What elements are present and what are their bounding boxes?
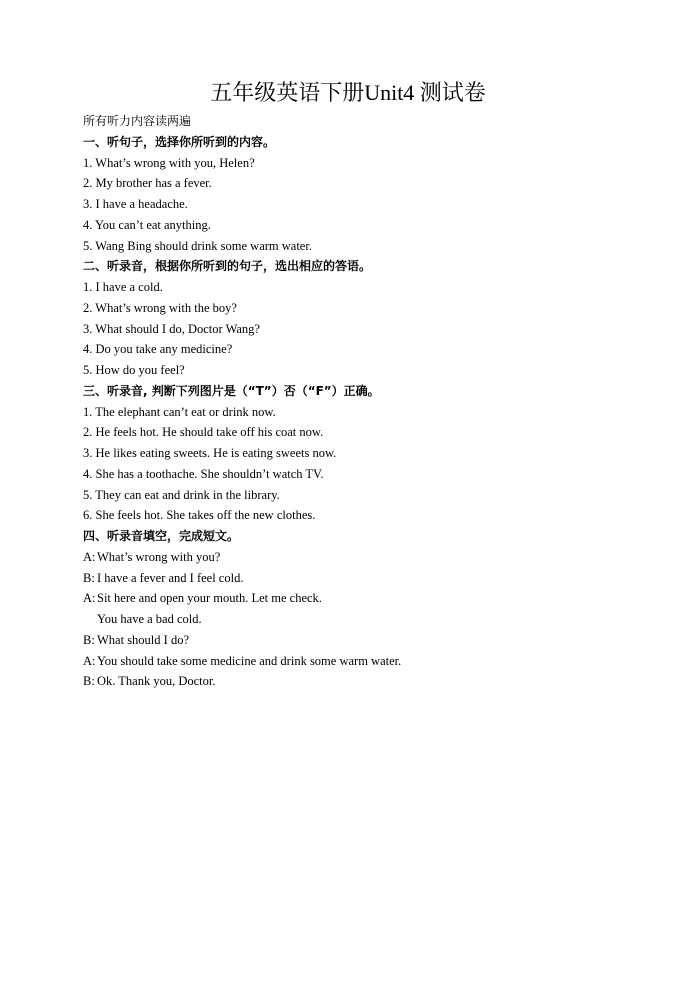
section-heading: 二、听录音，根据你所听到的句子，选出相应的答语。 xyxy=(83,259,372,274)
dialog-speaker: A: xyxy=(83,653,96,668)
question-item: 6. She feels hot. She takes off the new clothes. xyxy=(83,508,316,523)
question-item: 1. What’s wrong with you, Helen? xyxy=(83,155,255,170)
section-2 xyxy=(83,256,673,381)
question-item: 5. Wang Bing should drink some warm water. xyxy=(83,238,312,253)
dialog-text: Sit here and open your mouth. Let me check. xyxy=(97,591,322,606)
dialog-text: What should I do? xyxy=(97,632,189,647)
section-heading: 四、听录音填空，完成短文。 xyxy=(83,529,240,543)
question-item: 4. She has a toothache. She shouldn’t watch TV. xyxy=(83,466,324,481)
section-4 xyxy=(83,526,673,692)
question-item: 3. I have a headache. xyxy=(83,197,188,211)
question-item: 4. Do you take any medicine? xyxy=(83,342,233,357)
dialog-text: You should take some medicine and drink some warm water. xyxy=(97,653,402,668)
question-item: 1. I have a cold. xyxy=(83,280,163,294)
dialog-line xyxy=(83,671,673,692)
question-item: 1. The elephant can’t eat or drink now. xyxy=(83,404,276,419)
dialog-speaker: B: xyxy=(83,632,95,647)
question-item: 4. You can’t eat anything. xyxy=(83,217,211,232)
question-item: 5. They can eat and drink in the library. xyxy=(83,487,280,502)
dialog-speaker xyxy=(83,609,97,630)
dialog-text: Ok. Thank you, Doctor. xyxy=(97,674,216,689)
question-item: 2. My brother has a fever. xyxy=(83,176,212,191)
section-1 xyxy=(83,132,673,257)
dialog-speaker: B: xyxy=(83,674,95,689)
question-item: 5. How do you feel? xyxy=(83,363,185,377)
question-item: 3. He likes eating sweets. He is eating sweets now. xyxy=(83,446,337,460)
dialog-line xyxy=(83,630,673,651)
dialog-line xyxy=(83,588,673,609)
dialog-line xyxy=(83,609,673,630)
dialog-text: What’s wrong with you? xyxy=(97,549,221,564)
dialog-speaker: A: xyxy=(83,549,96,564)
document-body xyxy=(83,111,673,692)
dialog-speaker: B: xyxy=(83,570,95,585)
question-item: 2. He feels hot. He should take off his coat now. xyxy=(83,425,324,440)
section-heading: 一、听句子，选择你所听到的内容。 xyxy=(83,134,276,149)
question-item: 2. What’s wrong with the boy? xyxy=(83,300,237,315)
dialog-line xyxy=(83,651,673,672)
section-heading: 三、听录音, 判断下列图片是（“T”）否（“F”）正确。 xyxy=(83,383,380,398)
section-3 xyxy=(83,381,673,526)
dialog-line xyxy=(83,547,673,568)
listening-note: 所有听力内容读两遍 xyxy=(83,114,192,128)
dialog-speaker: A: xyxy=(83,591,96,606)
page-title: 五年级英语下册Unit4 测试卷 xyxy=(210,80,486,105)
dialog-line xyxy=(83,568,673,589)
question-item: 3. What should I do, Doctor Wang? xyxy=(83,321,260,336)
dialog-text: You have a bad cold. xyxy=(97,612,202,626)
dialog-text: I have a fever and I feel cold. xyxy=(97,570,244,585)
